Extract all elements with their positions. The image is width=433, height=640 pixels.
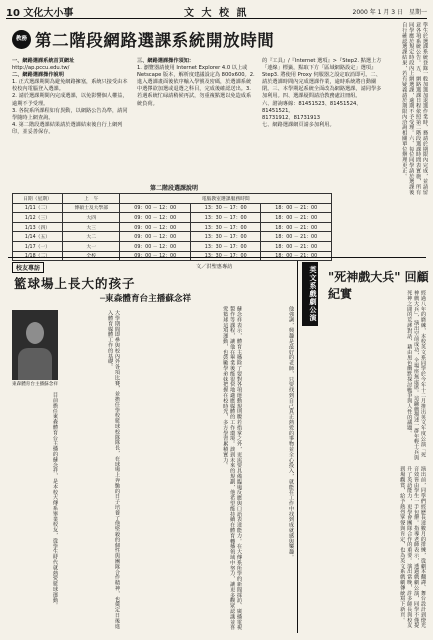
feature-title: 籃球場上長大的孩子 <box>14 276 136 291</box>
table-cell: 大二 <box>62 232 120 242</box>
table-cell: 09：00 － 12：00 <box>120 222 191 232</box>
portrait-face <box>26 322 44 344</box>
table-cell: 09：00 － 12：00 <box>120 213 191 223</box>
contact-line: 七、網路選課網頁請多加利用。 <box>262 121 335 128</box>
settings-text: 的『工具』/『Internet 選項』>『Step2. 點選上方「連線」標籤，點取下方「區域網路設定」選項』Step3. 將使用 Proxy 伺服器之設定取消即可。二、請於選課時間內完成選課作業，逾時系統將自動關閉。三、本學期起系統全面改為網路選課，請同學多加利用。四、選課疑問請洽教務處註冊組。 <box>262 58 382 100</box>
headline: 第二階段網路選課系統開放時間 <box>35 31 275 50</box>
instruction-item: 2. 請於選課期間內完成選課，以免影響個人權益，逾期不予受理。 <box>12 93 128 107</box>
table-header: 上 午 <box>62 194 120 204</box>
table-cell: 09：00 － 12：00 <box>120 232 191 242</box>
table-cell: 18：00 － 21：00 <box>261 203 332 213</box>
table-cell: 13：30 － 17：00 <box>190 241 261 251</box>
table-cell <box>13 251 63 261</box>
masthead <box>6 4 427 19</box>
table-cell: 13：30 － 17：00 <box>190 222 261 232</box>
table-row <box>13 213 332 223</box>
feature-body-3: 蘇念祥表示，體育主播除了要對各項運動規則瞭若指掌之外，更需要具備臨場反應與口語表達能力。在大傳系所學的新聞採訪、廣播電視製作等課程，讓他在畢業後能很快地適應媒體的工作環境。談到未來的規劃，他希望能持續在體育轉播領域中努力，讓更多觀眾認識並喜愛籃球這項運動，也鼓勵學弟妹把握在校時光，多方學習累積實力。 <box>222 306 242 630</box>
section-name: 10 文化大小事 <box>6 8 74 19</box>
column-divider <box>297 261 298 633</box>
table-row <box>13 232 332 242</box>
review-tag: 英文系戲劇公演 <box>302 262 318 326</box>
contact-line: 81731912、81731913 <box>262 114 320 121</box>
subheading-notes: 三、網路選課操作須知： <box>137 58 195 64</box>
photo-caption: 東森體育台主播蘇念祥 <box>12 382 58 387</box>
table-row <box>13 203 332 213</box>
table-cell <box>120 251 191 261</box>
notes-text: 1. 瀏覽器請使用 Internet Explorer 4.0 以上或 Netscape 版本，解析度建議設定為 800x600。2. 進入選課畫面後依序輸入學號及密碼，於選課系統中選擇欲加選或退選之科目，完成後確認送出。3. 若遇系統忙碌請稍候再試，勿重複點選以免造成系統負荷。 <box>137 65 255 107</box>
review-body-1: 經過八年的磨練，本校英文系同學於今年十二月推出英文年度公演「死神戲大兵」，演出空前成功，全場座無虛席。這齣戲描述一群年輕士兵與死神之間的荒謬對話，藉由黑色幽默探討戰爭與人性的議題。 <box>406 290 426 461</box>
issue-date: 2000 年 1 月 3 日 星期一 <box>352 9 427 16</box>
review-title: "死神戲大兵" 回顧紀實 <box>328 270 429 301</box>
table-header-row <box>13 194 332 204</box>
schedule-table <box>12 193 332 261</box>
table-cell: 18：00 － 21：00 <box>261 241 332 251</box>
subheading-instructions: 二、網路選課操作說明 <box>12 72 64 79</box>
top-right-article: 學生於選課系統登錄一般加選加退選作業時，務請於期限內完成，並請留意各項系統公告。五、網路選課日程依照第二階段選課時間表實施，所有同學應於規定時段內上網選課，逾期不予受理。六、每位同學請於選課後自行確認選課結果，若有疑義請於期限內洽詢相關單位辦理更正。 <box>401 22 428 195</box>
portrait-body <box>18 348 52 380</box>
table-cell: 1/13（四） <box>13 222 63 232</box>
feature-body-2: 大學期間即參與校內外各項比賽，並擔任學校籃球校隊隊長，在球場上奔馳的日子培養了他堅毅的個性與團隊合作精神，也奠定日後進入體育媒體工作的基礎。 <box>107 310 120 629</box>
instruction-item: 4. 第二階段選課結果請於選課結束後自行上網列印，並妥善保存。 <box>12 121 123 135</box>
instruction-item: 1. 正式選課期間為避免網路擁塞，系統只接受由本校校內電腦登入選課。 <box>12 79 128 93</box>
table-cell: 1/12（三） <box>13 213 63 223</box>
notice-badge: 教務 <box>12 30 31 49</box>
table-cell: 18：00 － 21：00 <box>261 213 332 223</box>
table-header: 電腦教室選課服務時間 <box>120 194 332 204</box>
portrait-photo <box>12 310 58 380</box>
feature-byline: 文／洪聖惠專訪 <box>196 264 233 270</box>
review-body-2: 演出前，同學們經歷長達數月的排練，從劇本翻譯、舞台設計到燈光音效皆由學生一手包辦。指導老師表示，透過戲劇公演，同學不僅提升了英語能力，更學會團隊合作的重要。演出當晚，許多師長與校友到場觀賞，給予熱烈掌聲與肯定，也為英文系戲劇傳統寫下新頁。 <box>399 466 426 628</box>
table-cell: 博碩士及大學部 <box>62 203 120 213</box>
table-row <box>13 241 332 251</box>
feature-body-1: 目前擔任東森體育台主播的蘇念祥，是本校大傳系畢業校友，從學生時代就熱愛籃球運動。 <box>52 392 58 608</box>
table-row <box>13 222 332 232</box>
table-cell <box>62 251 120 261</box>
table-cell: 18：00 － 21：00 <box>261 222 332 232</box>
table-cell: 大四 <box>62 213 120 223</box>
table-cell <box>261 251 332 261</box>
table-title: 第二階段選課說明 <box>150 185 199 192</box>
table-cell: 18：00 － 21：00 <box>261 232 332 242</box>
section-divider <box>8 257 426 258</box>
table-cell: 13：30 － 17：00 <box>190 203 261 213</box>
subheading-url: 一、網路選課系統首頁網址 <box>12 58 75 64</box>
contact-line: 六、諮詢專線：81451523、81451524、81451521。 <box>262 100 362 114</box>
table-cell: 1/14（五） <box>13 232 63 242</box>
table-cell: 13：30 － 17：00 <box>190 232 261 242</box>
instruction-item: 3. 各院系所課程如有異動，以網路公告為準，請同學隨時上網查詢。 <box>12 107 128 121</box>
table-cell: 09：00 － 12：00 <box>120 203 191 213</box>
table-cell: 1/11（二） <box>13 203 63 213</box>
table-cell: 大一 <box>62 241 120 251</box>
table-cell: 大三 <box>62 222 120 232</box>
table-header: 日期（星期） <box>13 194 63 204</box>
table-cell: 1/17（一） <box>13 241 63 251</box>
table-cell <box>190 251 261 261</box>
paper-name: 文 大 校 訊 <box>184 8 249 19</box>
instructions-column-b <box>137 58 255 108</box>
feature-tag: 校友專訪 <box>12 262 44 273</box>
instructions-column-a <box>12 58 130 136</box>
system-url: http://ap.pccu.edu.tw/ <box>12 65 70 72</box>
table-cell: 09：00 － 12：00 <box>120 241 191 251</box>
table-row <box>13 251 332 261</box>
table-cell: 13：30 － 17：00 <box>190 213 261 223</box>
feature-subtitle: ─東森體育台主播蘇念祥 <box>100 294 192 304</box>
feature-body-4: 他強調，興趣是最好的老師，只要找到自己真正熱愛的事物並全心投入，就能在工作中找到成就感與樂趣。 <box>288 306 294 560</box>
